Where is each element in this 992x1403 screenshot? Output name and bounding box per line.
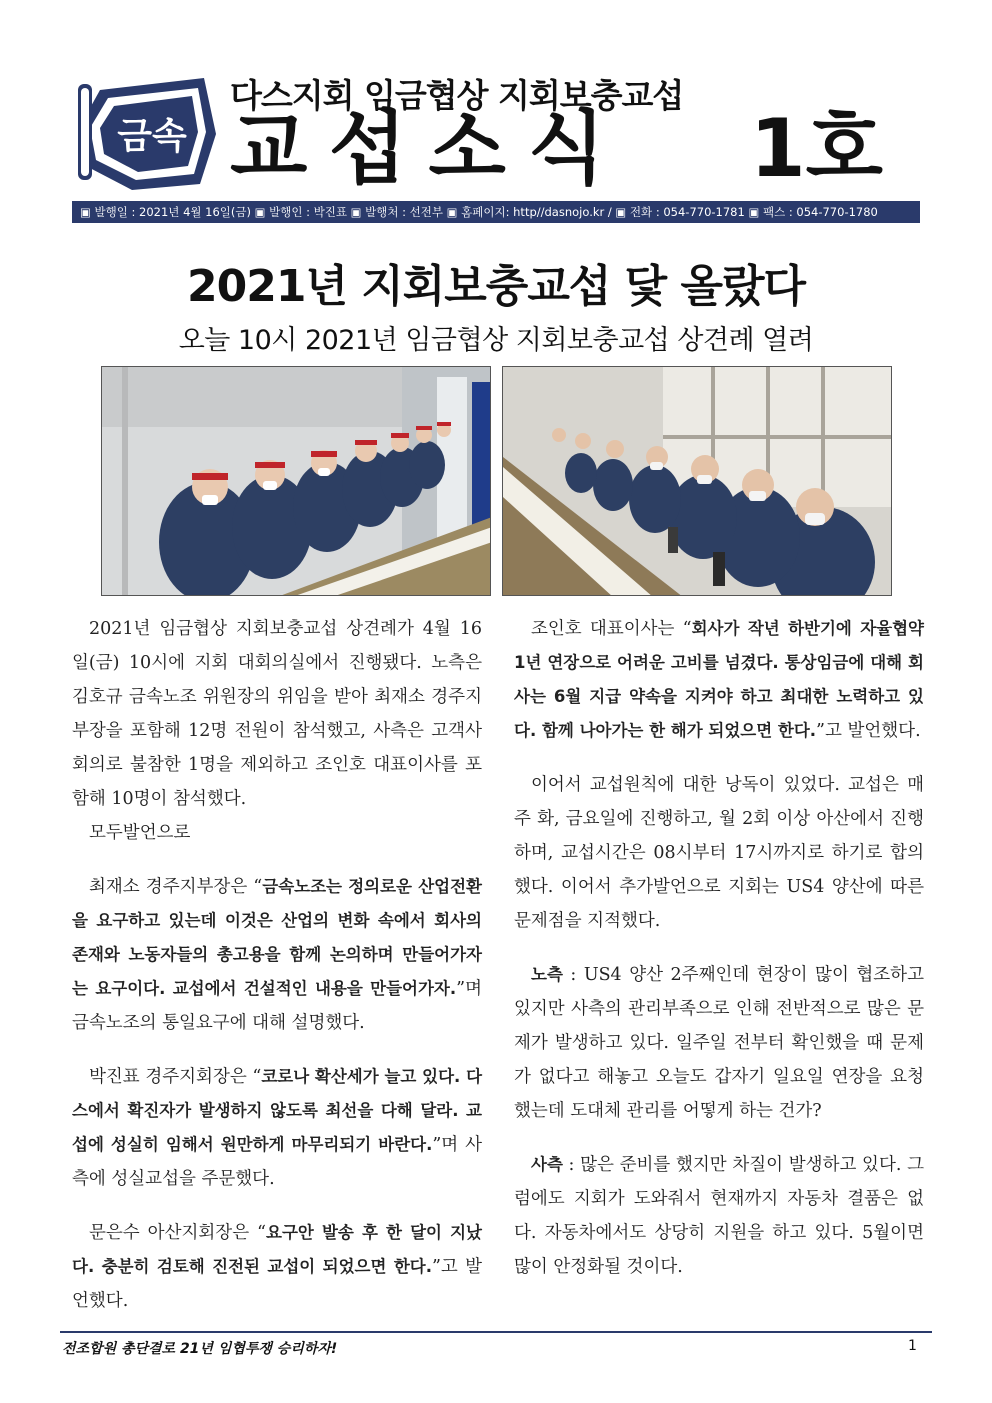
paragraph-union-statement: 노측 : US4 양산 2주째인데 현장이 많이 협조하고 있지만 사측의 관리부족으로 인해 전반적으로 많은 문제가 발생하고 있다. 일주일 전부터 확인했을 때 문제가 없다고 해놓고 오늘도 갑자기 일요일 연장을 요청했는데 도대체 관리를 어떻게 하는 건가? xyxy=(514,965,924,1121)
paragraph-opening-remarks-label: 모두발언으로 xyxy=(89,823,191,843)
newsletter-subtitle: 다스지회 임금협상 지회보충교섭 xyxy=(230,76,684,115)
paragraph-ceo-remarks: 조인호 대표이사는 “회사가 작년 하반기에 자율협약 1년 연장으로 어려운 고비를 넘겼다. 통상임금에 대해 회사는 6월 지급 약속을 지켜야 하고 최대한 노력하고 있다. 함께 나아가는 한 해가 되었으면 한다.”고 발언했다. xyxy=(514,619,924,741)
paragraph-choi-remarks: 최재소 경주지부장은 “금속노조는 정의로운 산업전환을 요구하고 있는데 이것은 산업의 변화 속에서 회사의 존재와 노동자들의 총고용을 함께 논의하며 만들어가자는 요구이다. 교섭에서 건설적인 내용을 만들어가자.”며 금속노조의 통일요구에 대해 설명했다. xyxy=(72,877,483,1033)
paragraph-bargaining-principles: 이어서 교섭원칙에 대한 낭독이 있었다. 교섭은 매주 화, 금요일에 진행하고, 월 2회 이상 아산에서 진행하며, 교섭시간은 08시부터 17시까지로 하기로 합의했다. 이어서 추가발언으로 지회는 US4 양산에 따른 문제점을 지적했다. xyxy=(514,775,924,931)
left-article-column xyxy=(72,612,482,1318)
article-subheadline: 오늘 10시 2021년 임금협상 지회보충교섭 상견례 열려 xyxy=(178,325,814,356)
page-number: 1 xyxy=(908,1338,917,1354)
article-headline: 2021년 지회보충교섭 닻 올랐다 xyxy=(187,261,805,312)
paragraph-management-statement: 사측 : 많은 준비를 했지만 차질이 발생하고 있다. 그럼에도 지회가 도와줘서 현재까지 자동차 결품은 없다. 자동차에서도 상당히 지원을 하고 있다. 5월이면 많이 안정화될 것이다. xyxy=(514,1155,924,1277)
photo-union-side xyxy=(101,366,491,596)
photo-management-side xyxy=(502,366,892,596)
union-logo xyxy=(72,66,222,194)
issue-number: 1호 xyxy=(750,102,883,195)
paragraph-attendance: 2021년 임금협상 지회보충교섭 상견례가 4월 16일(금) 10시에 지회 대회의실에서 진행됐다. 노측은 김호규 금속노조 위원장의 위임을 받아 최재소 경주지부장을 포함해 12명 전원이 참석했고, 사측은 고객사 회의로 불참한 1명을 제외하고 조인호 대표이사를 포함해 10명이 참석했다. xyxy=(72,619,482,809)
newsletter-title: 교섭소식 xyxy=(230,102,628,195)
footer-slogan: 전조합원 총단결로 21년 임협투쟁 승리하자! xyxy=(62,1341,338,1357)
paragraph-moon-remarks: 문은수 아산지회장은 “요구안 발송 후 한 달이 지났다. 충분히 검토해 진전된 교섭이 되었으면 한다.”고 발언했다. xyxy=(72,1223,482,1311)
publication-info-bar: ▣ 발행일 : 2021년 4월 16일(금) ▣ 발행인 : 박진표 ▣ 발행처 : 선전부 ▣ 홈페이지: http//dasnojo.kr / ▣ 전화 : 054-770-1781 ▣ 팩스 : 054-770-1780 xyxy=(72,201,920,223)
footer-divider xyxy=(60,1331,932,1333)
logo-text: 금속 xyxy=(117,116,187,157)
right-article-column xyxy=(514,612,924,1284)
paragraph-park-remarks: 박진표 경주지회장은 “코로나 확산세가 늘고 있다. 다스에서 확진자가 발생하지 않도록 최선을 다해 달라. 교섭에 성실히 임해서 원만하게 마무리되기 바란다.”며 사측에 성실교섭을 주문했다. xyxy=(72,1067,483,1189)
